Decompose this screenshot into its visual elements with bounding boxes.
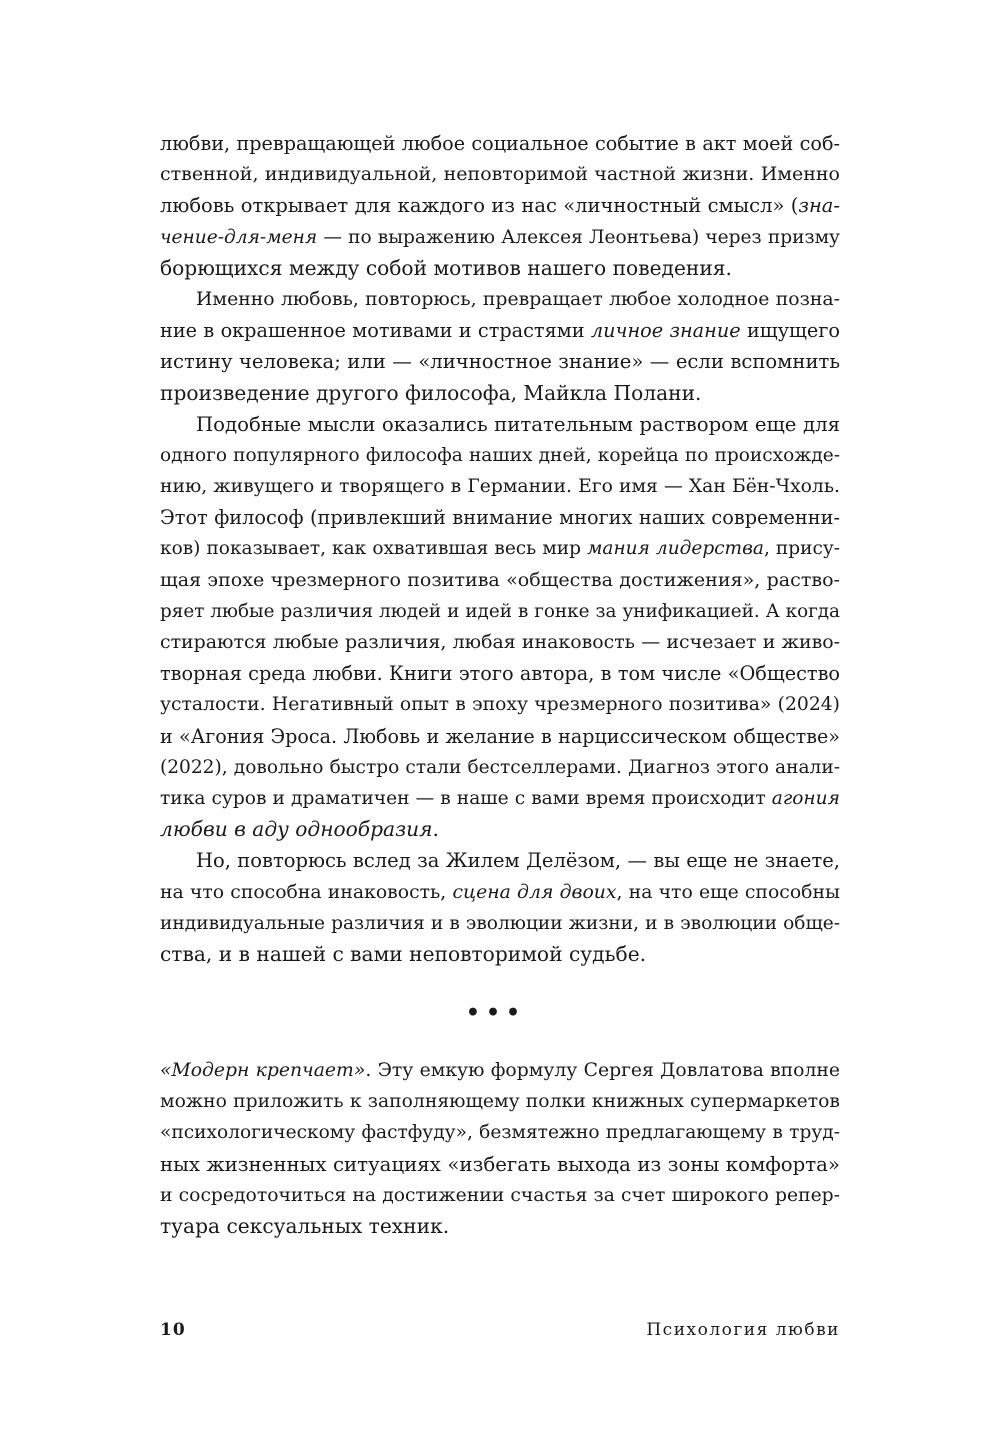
text-line: щая эпохе чрезмерного позитива «общества достижения», раство- [160,568,840,591]
text-line: и сосредоточиться на достижении счастья за счет широкого репер- [160,1184,840,1206]
text-line: на что способна инаковость, сцена для двоих, на что еще способны [160,881,840,903]
text-line: любви, превращающей любое социальное событие в акт моей соб- [160,132,840,155]
text-line: усталости. Негативный опыт в эпоху чрезмерного позитива» (2024) [160,694,840,716]
text-line: туара сексуальных техник. [160,1213,450,1238]
text-line: ние в окрашенное мотивами и страстями личное знание ищущего [160,319,840,343]
text-line: (2022), довольно быстро стали бестселлерами. Диагноз этого анали- [160,756,840,778]
page-number: 10 [160,1320,186,1340]
text-line: «психологическому фастфуду», безмятежно предлагающему в труд- [160,1122,840,1144]
text-line: борющихся между собой мотивов нашего поведения. [160,255,732,280]
text-line: ства, и в нашей с вами неповторимой судьбе. [160,941,647,966]
text-line: любовь открывает для каждого из нас «личностный смысл» (зна- [160,194,840,218]
text-line: стираются любые различия, любая инаковость — исчезает и живо- [160,631,840,653]
text-line: творная среда любви. Книги этого автора, в том числе «Общество [160,662,840,686]
text-line: Подобные мысли оказались питательным раствором еще для [196,412,840,436]
text-line: и «Агония Эроса. Любовь и желание в нарциссическом обществе» [160,724,840,748]
text-line: нию, живущего и творящего в Германии. Его имя — Хан Бён-Чхоль. [160,476,840,498]
text-line: одного популярного философа наших дней, корейца по происхожде- [160,444,840,466]
text-line: Именно любовь, повторюсь, превращает любое холодное позна- [196,288,840,310]
section2-text [160,1055,840,1242]
main-text [160,128,840,970]
text-line: тика суров и драматичен — в наше с вами время происходит агония [160,787,840,809]
text-line: произведение другого философа, Майкла Полани. [160,380,702,405]
text-line: индивидуальные различия и в эволюции жизни, и в эволюции обще- [160,912,840,934]
text-line: можно приложить к заполняющему полки книжных супермаркетов [160,1091,840,1113]
text-line: ряет любые различия людей и идей в гонке за унификацией. А когда [160,600,840,622]
text-line: ков) показывает, как охватившая весь мир мания лидерства, прису- [160,538,840,560]
section-separator: ••• [465,1000,527,1026]
text-line: чение-для-меня — по выражению Алексея Леонтьева) через призму [160,226,840,248]
text-line: «Модерн крепчает». Эту емкую формулу Сергея Довлатова вполне [160,1060,841,1081]
text-line: Этот философ (привлекший внимание многих наших современни- [160,506,840,530]
text-line: истину человека; или — «личностное знание» — если вспомнить [160,350,840,374]
running-title: Психология любви [646,1320,840,1340]
text-line: ственной, индивидуальной, неповторимой частной жизни. Именно [160,163,840,186]
text-line: Но, повторюсь вслед за Жилем Делёзом, — вы еще не знаете, [196,849,840,873]
text-line: ных жизненных ситуациях «избегать выхода из зоны комфорта» [160,1152,840,1176]
text-line: любви в аду однообразия. [160,817,439,842]
